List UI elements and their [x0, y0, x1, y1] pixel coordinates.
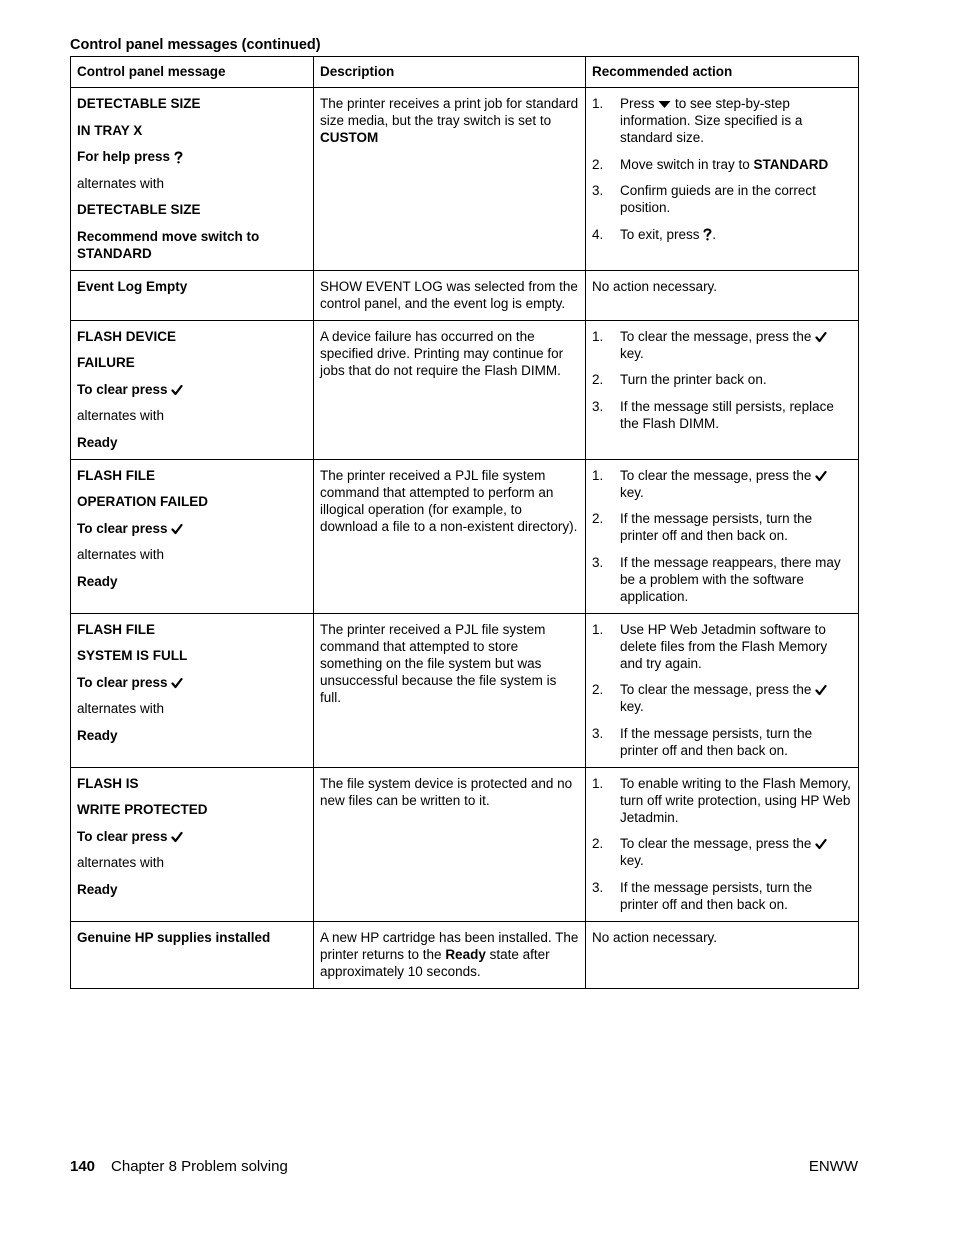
- step-number: 3.: [592, 725, 604, 741]
- step-number: 3.: [592, 398, 604, 414]
- control-panel-messages-table: [70, 56, 859, 989]
- step-text: [620, 328, 852, 362]
- step-number: 2.: [592, 511, 604, 526]
- text-run: CUSTOM: [320, 130, 379, 145]
- step-text: [620, 467, 852, 501]
- action-step: [592, 879, 852, 913]
- message-line-text: Ready: [77, 881, 118, 897]
- table-row: [71, 613, 859, 767]
- description-cell: [314, 270, 586, 320]
- message-line-text: Ready: [77, 727, 118, 743]
- step-number: 2.: [592, 836, 604, 851]
- step-number: 1.: [592, 96, 604, 111]
- message-line: [77, 727, 307, 744]
- message-cell: [71, 459, 314, 613]
- step-text: [620, 681, 852, 715]
- message-line-text: OPERATION FAILED: [77, 494, 209, 509]
- step-text: [620, 95, 852, 146]
- table-row: [71, 459, 859, 613]
- description-cell: [314, 613, 586, 767]
- action-step: [592, 226, 852, 243]
- step-text: [620, 879, 852, 913]
- step-number: 1.: [592, 467, 604, 483]
- message-line-text: FLASH IS: [77, 775, 139, 791]
- message-cell: [71, 88, 314, 271]
- description-cell: [314, 459, 586, 613]
- description-cell: [314, 88, 586, 271]
- text-run: If the message still persists, replace the Flash DIMM.: [620, 398, 834, 431]
- step-number: 3.: [592, 879, 604, 895]
- step-number: 2.: [592, 156, 604, 172]
- message-line-text: To clear press: [77, 381, 172, 397]
- text-run: To clear the message, press the: [620, 836, 816, 851]
- table-row: [71, 320, 859, 459]
- action-list: [592, 775, 852, 913]
- text-run: Turn the printer back on.: [620, 372, 767, 387]
- text-run: If the message persists, turn the printer off and then back on.: [620, 725, 813, 758]
- action-cell: [586, 320, 859, 459]
- step-number: 1.: [592, 621, 604, 637]
- checkmark-icon: [171, 831, 183, 843]
- message-line: [77, 573, 307, 590]
- help-icon: [174, 151, 183, 164]
- action-step: [592, 554, 852, 605]
- message-line-text: FAILURE: [77, 355, 135, 370]
- message-line-text: FLASH FILE: [77, 621, 155, 637]
- step-number: 1.: [592, 775, 604, 791]
- help-icon: [703, 228, 712, 241]
- page-footer: [70, 1158, 858, 1175]
- step-number: 4.: [592, 226, 604, 242]
- table-row: [71, 921, 859, 988]
- text-run: The printer receives a print job for standard size media, but the tray switch is set to: [320, 96, 579, 128]
- action-step: [592, 95, 852, 146]
- text-run: A device failure has occurred on the specified drive. Printing may continue for jobs that do not require the Flash DIMM.: [320, 328, 564, 378]
- message-line-text: alternates with: [77, 175, 165, 191]
- message-line-text: Genuine HP supplies installed: [77, 929, 271, 945]
- table-row: [71, 270, 859, 320]
- table-row: [71, 767, 859, 921]
- action-cell: [586, 921, 859, 988]
- description-cell: [314, 320, 586, 459]
- step-text: [620, 156, 852, 173]
- checkmark-icon: [815, 684, 827, 696]
- text-run: Move switch in tray to: [620, 156, 754, 172]
- action-list: [592, 621, 852, 759]
- step-number: 3.: [592, 183, 604, 198]
- text-run: If the message persists, turn the printer off and then back on.: [620, 879, 813, 912]
- message-line-text: To clear press: [77, 674, 172, 690]
- message-line-text: Ready: [77, 573, 118, 589]
- action-step: [592, 328, 852, 362]
- message-cell: [71, 767, 314, 921]
- message-line: [77, 929, 307, 946]
- message-line: [77, 467, 307, 484]
- message-line-text: Recommend move switch to STANDARD: [77, 228, 260, 261]
- action-step: [592, 835, 852, 869]
- action-step: [592, 371, 852, 388]
- action-cell: [586, 459, 859, 613]
- action-step: [592, 775, 852, 826]
- message-line-text: Event Log Empty: [77, 278, 188, 294]
- message-line-text: To clear press: [77, 828, 172, 844]
- action-cell: [586, 270, 859, 320]
- step-text: [620, 554, 852, 605]
- message-line: [77, 201, 307, 218]
- footer-right-label: ENWW: [808, 1158, 858, 1175]
- text-run: To exit, press: [620, 226, 704, 242]
- action-text: No action necessary.: [592, 278, 718, 294]
- action-step: [592, 182, 852, 216]
- text-run: To clear the message, press the: [620, 682, 816, 697]
- description-cell: [314, 767, 586, 921]
- step-number: 1.: [592, 328, 604, 344]
- message-line-text: FLASH DEVICE: [77, 328, 177, 344]
- message-line-text: alternates with: [77, 408, 165, 423]
- message-line: [77, 520, 307, 537]
- action-step: [592, 398, 852, 432]
- message-line-text: Ready: [77, 434, 118, 450]
- text-run: To clear the message, press the: [620, 467, 816, 483]
- action-step: [592, 725, 852, 759]
- message-line: [77, 775, 307, 792]
- message-line: [77, 881, 307, 898]
- text-run: Use HP Web Jetadmin software to delete files from the Flash Memory and try again.: [620, 621, 828, 671]
- table-row: [71, 88, 859, 271]
- message-line-text: IN TRAY X: [77, 122, 143, 138]
- section-heading: Control panel messages (continued): [70, 37, 321, 53]
- message-line: [77, 278, 307, 295]
- action-list: [592, 328, 852, 432]
- message-line: [77, 854, 307, 871]
- message-line: [77, 674, 307, 691]
- message-line-text: alternates with: [77, 547, 165, 562]
- action-step: [592, 681, 852, 715]
- down-arrow-icon: [658, 100, 671, 109]
- text-run: state after approximately 10 seconds.: [320, 946, 550, 979]
- action-step: [592, 621, 852, 672]
- text-run: The printer received a PJL file system command that attempted to perform an illogical operation (for example, to download a file to a non-existent directory).: [320, 467, 578, 534]
- action-cell: [586, 88, 859, 271]
- text-run: Confirm guieds are in the correct position.: [620, 183, 816, 215]
- message-line: [77, 148, 307, 165]
- message-line: [77, 95, 307, 112]
- table-header-row: [71, 57, 859, 88]
- action-list: [592, 467, 852, 605]
- text-run: If the message persists, turn the printer off and then back on.: [620, 511, 813, 543]
- column-header-description: Description: [314, 57, 586, 88]
- message-line: [77, 228, 307, 262]
- message-line-text: To clear press: [77, 520, 172, 536]
- checkmark-icon: [171, 384, 183, 396]
- action-text: No action necessary.: [592, 929, 718, 945]
- chapter-title: Chapter 8 Problem solving: [111, 1158, 288, 1175]
- step-number: 2.: [592, 372, 604, 387]
- message-line-text: DETECTABLE SIZE: [77, 96, 201, 111]
- step-text: [620, 398, 852, 432]
- step-text: [620, 371, 852, 388]
- message-line: [77, 328, 307, 345]
- description-cell: [314, 921, 586, 988]
- message-cell: [71, 270, 314, 320]
- text-run: key.: [620, 484, 644, 500]
- message-line: [77, 700, 307, 717]
- message-line: [77, 434, 307, 451]
- message-cell: [71, 320, 314, 459]
- message-line-text: DETECTABLE SIZE: [77, 202, 201, 217]
- step-text: [620, 226, 852, 243]
- checkmark-icon: [171, 523, 183, 535]
- message-line-text: WRITE PROTECTED: [77, 802, 208, 817]
- message-line: [77, 175, 307, 192]
- message-line: [77, 354, 307, 371]
- message-line: [77, 647, 307, 664]
- text-run: Ready: [445, 946, 486, 962]
- text-run: Press: [620, 96, 659, 111]
- page-number: 140: [70, 1158, 96, 1175]
- message-line: [77, 381, 307, 398]
- step-number: 2.: [592, 682, 604, 697]
- action-step: [592, 510, 852, 544]
- action-cell: [586, 613, 859, 767]
- message-line-text: FLASH FILE: [77, 467, 155, 483]
- text-run: key.: [620, 853, 644, 868]
- checkmark-icon: [815, 331, 827, 343]
- text-run: The printer received a PJL file system command that attempted to store something on the file system but was unsuccessful because the file system is full.: [320, 621, 557, 705]
- text-run: STANDARD: [753, 156, 829, 172]
- text-run: To clear the message, press the: [620, 328, 816, 344]
- step-number: 3.: [592, 554, 604, 570]
- step-text: [620, 725, 852, 759]
- step-text: [620, 510, 852, 544]
- message-line-text: For help press: [77, 149, 174, 164]
- message-line: [77, 621, 307, 638]
- message-line: [77, 407, 307, 424]
- action-cell: [586, 767, 859, 921]
- message-line: [77, 546, 307, 563]
- message-cell: [71, 613, 314, 767]
- text-run: key.: [620, 345, 644, 361]
- action-step: [592, 156, 852, 173]
- message-line: [77, 801, 307, 818]
- text-run: If the message reappears, there may be a problem with the software application.: [620, 554, 841, 604]
- text-run: SHOW EVENT LOG was selected from the control panel, and the event log is empty.: [320, 278, 578, 311]
- checkmark-icon: [171, 677, 183, 689]
- message-line: [77, 828, 307, 845]
- message-line: [77, 493, 307, 510]
- text-run: to see step-by-step information. Size specified is a standard size.: [620, 96, 803, 145]
- text-run: key.: [620, 699, 644, 714]
- footer-left: [70, 1158, 288, 1175]
- step-text: [620, 775, 852, 826]
- column-header-action: Recommended action: [586, 57, 859, 88]
- text-run: The file system device is protected and no new files can be written to it.: [320, 775, 573, 808]
- message-line: [77, 122, 307, 139]
- action-list: [592, 95, 852, 243]
- step-text: [620, 835, 852, 869]
- message-line-text: alternates with: [77, 701, 165, 716]
- checkmark-icon: [815, 838, 827, 850]
- column-header-message: Control panel message: [71, 57, 314, 88]
- message-cell: [71, 921, 314, 988]
- message-line-text: alternates with: [77, 855, 165, 870]
- step-text: [620, 182, 852, 216]
- text-run: A new HP cartridge has been installed. The printer returns to the: [320, 929, 579, 962]
- checkmark-icon: [815, 470, 827, 482]
- text-run: .: [712, 226, 717, 242]
- step-text: [620, 621, 852, 672]
- action-step: [592, 467, 852, 501]
- text-run: To enable writing to the Flash Memory, turn off write protection, using HP Web Jetadmin.: [620, 775, 851, 825]
- message-line-text: SYSTEM IS FULL: [77, 648, 188, 663]
